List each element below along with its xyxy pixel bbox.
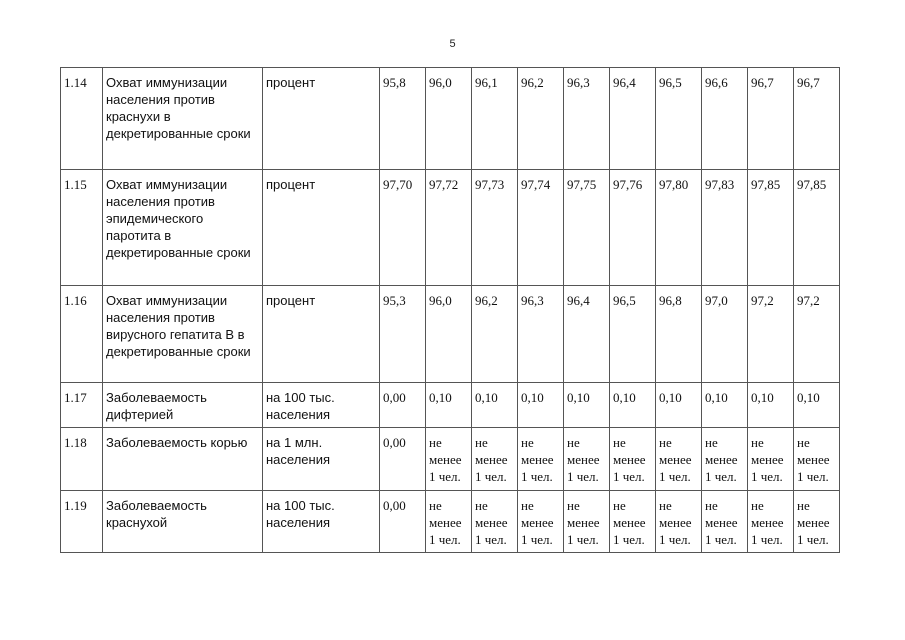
value-cell: не менее 1 чел. [472,491,518,553]
unit-of-measure: на 100 тыс. населения [263,491,380,553]
value-cell: 97,83 [702,170,748,286]
value-cell: 0,10 [656,383,702,428]
value-cell: 0,10 [472,383,518,428]
value-cell: 97,85 [794,170,840,286]
value-cell: не менее 1 чел. [794,491,840,553]
row-number: 1.18 [61,428,103,491]
value-cell: 97,2 [748,286,794,383]
table-row [61,170,840,286]
value-cell: не менее 1 чел. [656,491,702,553]
value-cell: 96,7 [748,68,794,170]
indicators-table [60,67,840,553]
value-cell: 96,1 [472,68,518,170]
row-number: 1.17 [61,383,103,428]
value-cell: 96,8 [656,286,702,383]
value-cell: 0,10 [794,383,840,428]
value-cell: не менее 1 чел. [518,491,564,553]
row-number: 1.19 [61,491,103,553]
row-number: 1.16 [61,286,103,383]
value-cell: 0,10 [610,383,656,428]
value-cell: 96,7 [794,68,840,170]
value-cell: 0,10 [564,383,610,428]
row-number: 1.14 [61,68,103,170]
unit-of-measure: на 1 млн. населения [263,428,380,491]
value-cell: не менее 1 чел. [702,428,748,491]
value-cell: 96,5 [656,68,702,170]
value-cell: не менее 1 чел. [794,428,840,491]
value-cell: не менее 1 чел. [426,491,472,553]
value-cell: 97,73 [472,170,518,286]
value-cell: не менее 1 чел. [518,428,564,491]
unit-of-measure: процент [263,170,380,286]
value-cell: не менее 1 чел. [610,491,656,553]
table-row [61,491,840,553]
table-body [61,68,840,553]
table-row [61,68,840,170]
value-cell: 95,8 [380,68,426,170]
value-cell: 96,2 [518,68,564,170]
indicator-name: Заболеваемость дифтерией [103,383,263,428]
value-cell: 97,74 [518,170,564,286]
value-cell: 97,76 [610,170,656,286]
table-row [61,286,840,383]
value-cell: 96,0 [426,68,472,170]
value-cell: не менее 1 чел. [472,428,518,491]
value-cell: 97,2 [794,286,840,383]
page-number: 5 [449,38,456,50]
value-cell: не менее 1 чел. [748,491,794,553]
indicator-name: Заболеваемость краснухой [103,491,263,553]
value-cell: 97,75 [564,170,610,286]
table-row [61,428,840,491]
value-cell: 96,3 [564,68,610,170]
value-cell: не менее 1 чел. [610,428,656,491]
value-cell: 0,00 [380,491,426,553]
value-cell: 0,00 [380,428,426,491]
table-row [61,383,840,428]
value-cell: 96,3 [518,286,564,383]
value-cell: 97,70 [380,170,426,286]
value-cell: 0,10 [748,383,794,428]
indicator-name: Заболеваемость корью [103,428,263,491]
value-cell: 96,2 [472,286,518,383]
unit-of-measure: на 100 тыс. населения [263,383,380,428]
value-cell: не менее 1 чел. [748,428,794,491]
value-cell: 0,10 [426,383,472,428]
value-cell: 96,5 [610,286,656,383]
value-cell: 96,6 [702,68,748,170]
value-cell: не менее 1 чел. [564,491,610,553]
indicator-name: Охват иммунизации населения против вирусного гепатита В в декретированные сроки [103,286,263,383]
value-cell: не менее 1 чел. [656,428,702,491]
value-cell: 97,72 [426,170,472,286]
value-cell: 0,00 [380,383,426,428]
value-cell: 0,10 [702,383,748,428]
value-cell: не менее 1 чел. [426,428,472,491]
value-cell: 97,0 [702,286,748,383]
value-cell: не менее 1 чел. [564,428,610,491]
indicator-name: Охват иммунизации населения против краснухи в декретированные сроки [103,68,263,170]
value-cell: 0,10 [518,383,564,428]
unit-of-measure: процент [263,286,380,383]
value-cell: 97,80 [656,170,702,286]
row-number: 1.15 [61,170,103,286]
value-cell: 96,4 [564,286,610,383]
value-cell: не менее 1 чел. [702,491,748,553]
value-cell: 97,85 [748,170,794,286]
unit-of-measure: процент [263,68,380,170]
indicator-name: Охват иммунизации населения против эпидемического паротита в декретированные сроки [103,170,263,286]
value-cell: 95,3 [380,286,426,383]
value-cell: 96,4 [610,68,656,170]
value-cell: 96,0 [426,286,472,383]
